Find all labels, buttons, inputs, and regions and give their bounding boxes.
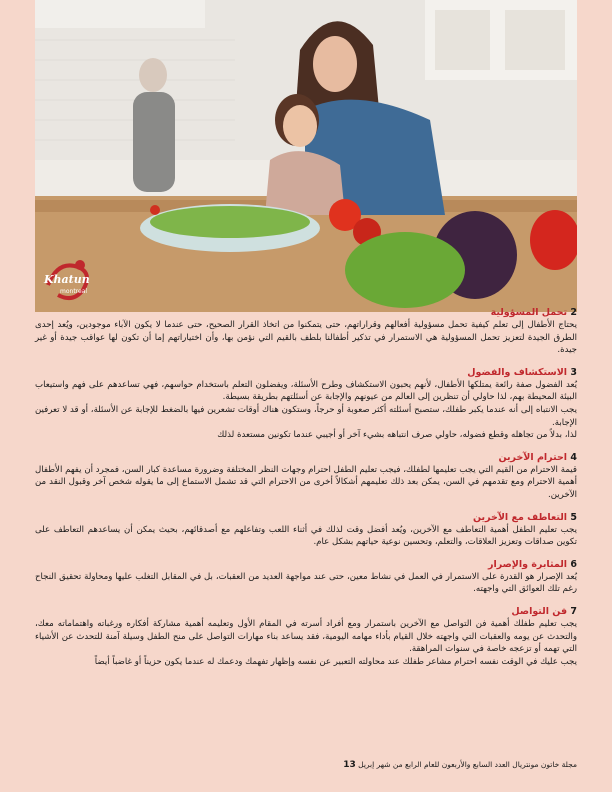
section-paragraph: يُعد الفضول صفة رائعة يمتلكها الأطفال، لأنهم يحبون الاستكشاف وطرح الأسئلة، ويفضلون التعلم باستخدام حواسهم، فهي تساعدهم على فهم واستيعاب البيئة المحيطة بهم، لذا حاولي أن تنظرين إلى العالم من عيونهم والإجابة عن أسئلتهم بطريقة بسيطة. (35, 379, 577, 403)
section-title: المثابرة والإصرار (487, 558, 568, 570)
page-footer (335, 760, 577, 770)
section-heading (35, 306, 577, 319)
section-number: 7 (570, 605, 577, 617)
section-heading (35, 605, 577, 618)
kitchen-scene-illustration (35, 0, 577, 312)
article-body (35, 306, 577, 668)
page-number: 13 (343, 760, 356, 770)
footer-text: مجلة خاتون مونتريال العدد السابع والأربعون للعام الرابع من شهر إبريل (358, 760, 577, 769)
section-curiosity (35, 366, 577, 442)
section-heading (35, 511, 577, 524)
section-heading (35, 558, 577, 571)
section-number: 2 (570, 307, 577, 318)
section-number: 6 (570, 558, 577, 570)
section-heading (35, 451, 577, 464)
section-paragraph: يجب عليك في الوقت نفسه احترام مشاعر طفلك عند محاولته التعبير عن نفسه وإظهار تفهمك ودعمك له عندما يكون حزيناً أو غاضباً أيضاً (94, 656, 577, 667)
magazine-logo (38, 255, 108, 310)
section-title: التعاطف مع الآخرين (472, 511, 568, 523)
section-communication (35, 605, 577, 668)
section-title: احترام الآخرين (498, 451, 568, 463)
section-number: 3 (570, 366, 577, 378)
section-title: فن التواصل (511, 605, 568, 617)
section-paragraph: يُعد الإصرار هو القدرة على الاستمرار في العمل في نشاط معين، حتى عند مواجهة العديد من العقبات، بل في المقابل التغلب عليها ومحاولة تحقيق النجاح رغم تلك العوائق التي واجهته. (35, 571, 577, 595)
section-paragraph: قيمة الاحترام من القيم التي يجب تعليمها لطفلك، فيجب تعليم الطفل احترام وجهات النظر المختلفة وضرورة مساعدة كبار السن، فمجرد أن يفهم الأطفال أهمية الاحترام ومع تقدمهم في السن، يمكن بعد ذلك تعليمهم أشكالاً أخرى من الاحترام التي قد تشمل الاستماع إلى ما يقوله شخص آخر وقبول النقد من الآخرين. (35, 464, 577, 500)
section-paragraph: يجب الانتباه إلى أنه عندما يكبر طفلك، ستصبح أسئلته أكثر صعوبة أو حرجاً، وستكون هناك أوقات تشعرين فيها بالضغط للإجابة عن الأسئلة، أو قد لا تعرفين الإجابة. (35, 404, 577, 428)
section-paragraph: يجب تعليم طفلك أهمية فن التواصل مع الآخرين باستمرار ومع أفراد أسرته في المقام الأول وتعليمه أهمية مشاركة أفكاره ورغباته واهتماماته معك، والتحدث عن يومه والعقبات التي واجهته خلال القيام بأداء مهامه اليومية، فقد يساعد بناء مهارات التواصل على منح الطفل وسيلة آمنة للتحدث عن الأشياء التي تهمه أو تزعجه خاصة في سنوات المراهقة. (35, 618, 577, 655)
logo-subtitle: montreal (60, 288, 88, 295)
section-number: 4 (570, 451, 577, 463)
section-heading (35, 366, 577, 379)
section-paragraph: يجب تعليم الطفل أهمية التعاطف مع الآخرين، ويُعد أفضل وقت لذلك في أثناء اللعب وتفاعلهم مع أصدقائهم، بحيث يمكن أن يساعدهم التعاطف على تكوين صداقات وتعزيز العلاقات، والتعلم، وتحسين نوعية حياتهم بشكل عام. (35, 524, 577, 548)
section-respect (35, 451, 577, 502)
section-paragraph: لذا، بدلاً من تجاهله وقطع فضوله، حاولي صرف انتباهه بشيء آخر أو أجيبي عندما تكونين مستعدة لذلك (217, 430, 577, 441)
section-perseverance (35, 558, 577, 596)
section-responsibility (35, 306, 577, 357)
section-number: 5 (570, 511, 577, 523)
section-title: الاستكشاف والفضول (467, 366, 568, 378)
logo-brand-text: Khatun (44, 273, 90, 286)
section-title: تحمل المسؤولية (490, 307, 568, 318)
section-paragraph: يحتاج الأطفال إلى تعلم كيفية تحمل مسؤولية أفعالهم وقراراتهم، حتى يتمكنوا من اتخاذ القرار الصحيح، حتى عندما لا يكون الآباء موجودين، ويُعد إحدى الطرق الجيدة لتعزيز تحمل المسؤولية هي الاستمرار في تذكير أطفالنا بلطف بالقيم التي نؤمن بها، وأن اختياراتهم إما أن تكون لها عواقب جيدة أو غير جيدة. (35, 320, 577, 356)
section-empathy (35, 511, 577, 549)
hero-photo (35, 0, 577, 312)
